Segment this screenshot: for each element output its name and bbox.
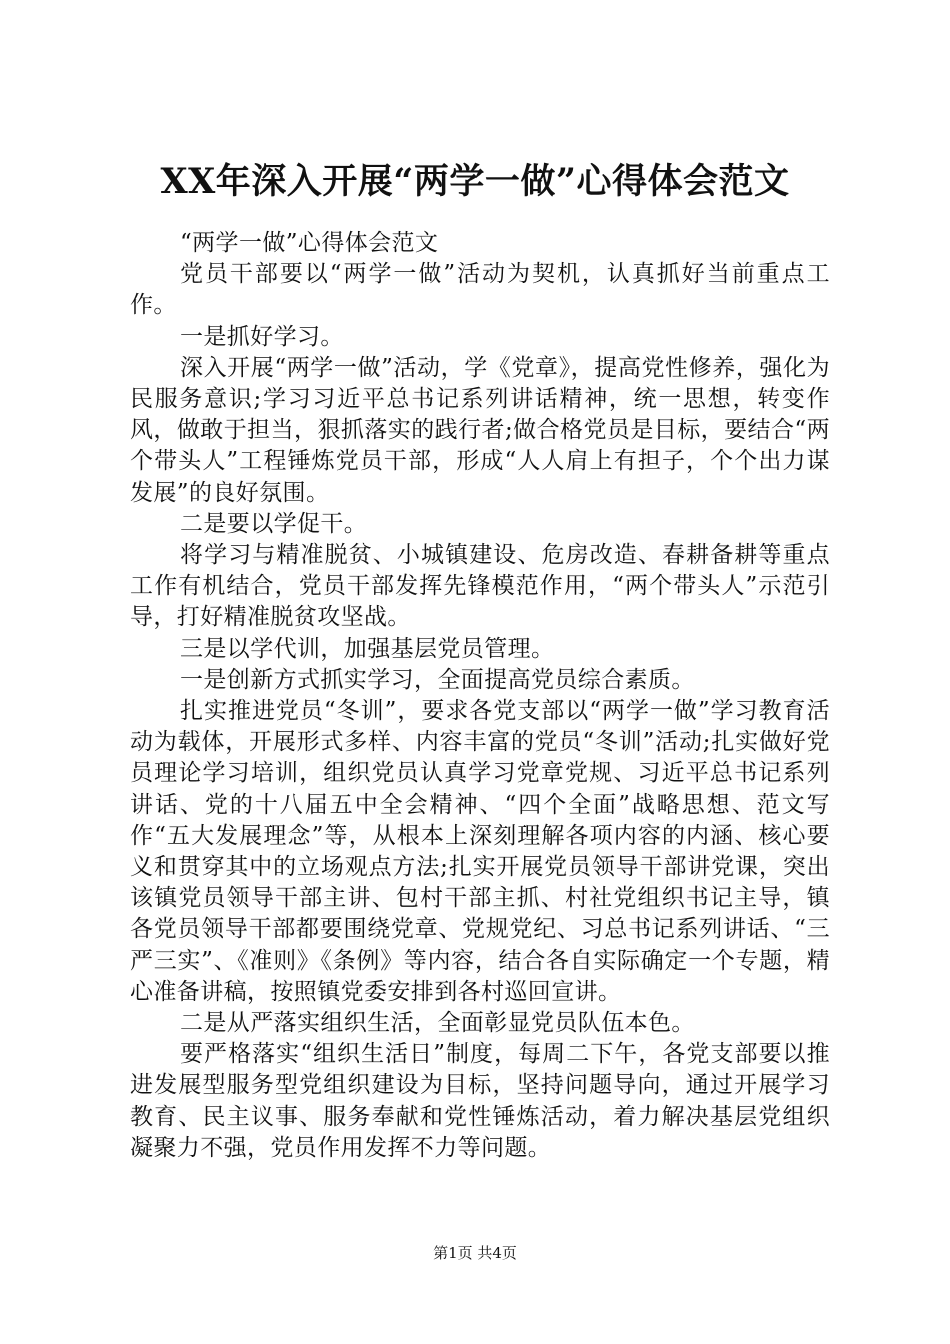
page-number-footer: 第1页 共4页 <box>433 1244 517 1262</box>
paragraph-heading: 三是以学代训，加强基层党员管理。 <box>180 635 555 662</box>
paragraph: 深入开展“两学一做”活动，学《党章》，提高党性修养，强化为民服务意识;学习习近平总书记系列讲话精神，统一思想，转变作风，做敢于担当，狠抓落实的践行者;做合格党员是目标，要结合“两个带头人”工程锤炼党员干部，形成“人人肩上有担子，个个出力谋发展”的良好氛围。 <box>130 354 830 506</box>
paragraph: 要严格落实“组织生活日”制度，每周二下午，各党支部要以推进发展型服务型党组织建设为目标，坚持问题导向，通过开展学习教育、民主议事、服务奉献和党性锤炼活动，着力解决基层党组织凝聚力不强，党员作用发挥不力等问题。 <box>130 1041 830 1161</box>
paragraph-subheading: 一是创新方式抓实学习，全面提高党员综合素质。 <box>180 666 695 693</box>
paragraph: 将学习与精准脱贫、小城镇建设、危房改造、春耕备耕等重点工作有机结合，党员干部发挥先锋模范作用，“两个带头人”示范引导，打好精准脱贫攻坚战。 <box>130 542 830 631</box>
paragraph-subheading: 二是从严落实组织生活，全面彰显党员队伍本色。 <box>180 1010 695 1037</box>
document-title: XX年深入开展“两学一做”心得体会范文 <box>160 161 790 202</box>
document-body <box>130 228 830 1164</box>
paragraph-heading: 二是要以学促干。 <box>180 510 368 537</box>
paragraph: 扎实推进党员“冬训”，要求各党支部以“两学一做”学习教育活动为载体，开展形式多样、内容丰富的党员“冬训”活动;扎实做好党员理论学习培训，组织党员认真学习党章党规、习近平总书记系列讲话、党的十八届五中全会精神、“四个全面”战略思想、范文写作“五大发展理念”等，从根本上深刻理解各项内容的内涵、核心要义和贯穿其中的立场观点方法;扎实开展党员领导干部讲党课，突出该镇党员领导干部主讲、包村干部主抓、村社党组织书记主导，镇各党员领导干部都要围绕党章、党规党纪、习总书记系列讲话、“三严三实”、《准则》《条例》等内容，结合各自实际确定一个专题，精心准备讲稿，按照镇党委安排到各村巡回宣讲。 <box>130 698 830 1005</box>
paragraph-subtitle: “两学一做”心得体会范文 <box>180 230 439 256</box>
paragraph: 党员干部要以“两学一做”活动为契机，认真抓好当前重点工作。 <box>130 261 830 319</box>
paragraph-heading: 一是抓好学习。 <box>180 323 344 350</box>
